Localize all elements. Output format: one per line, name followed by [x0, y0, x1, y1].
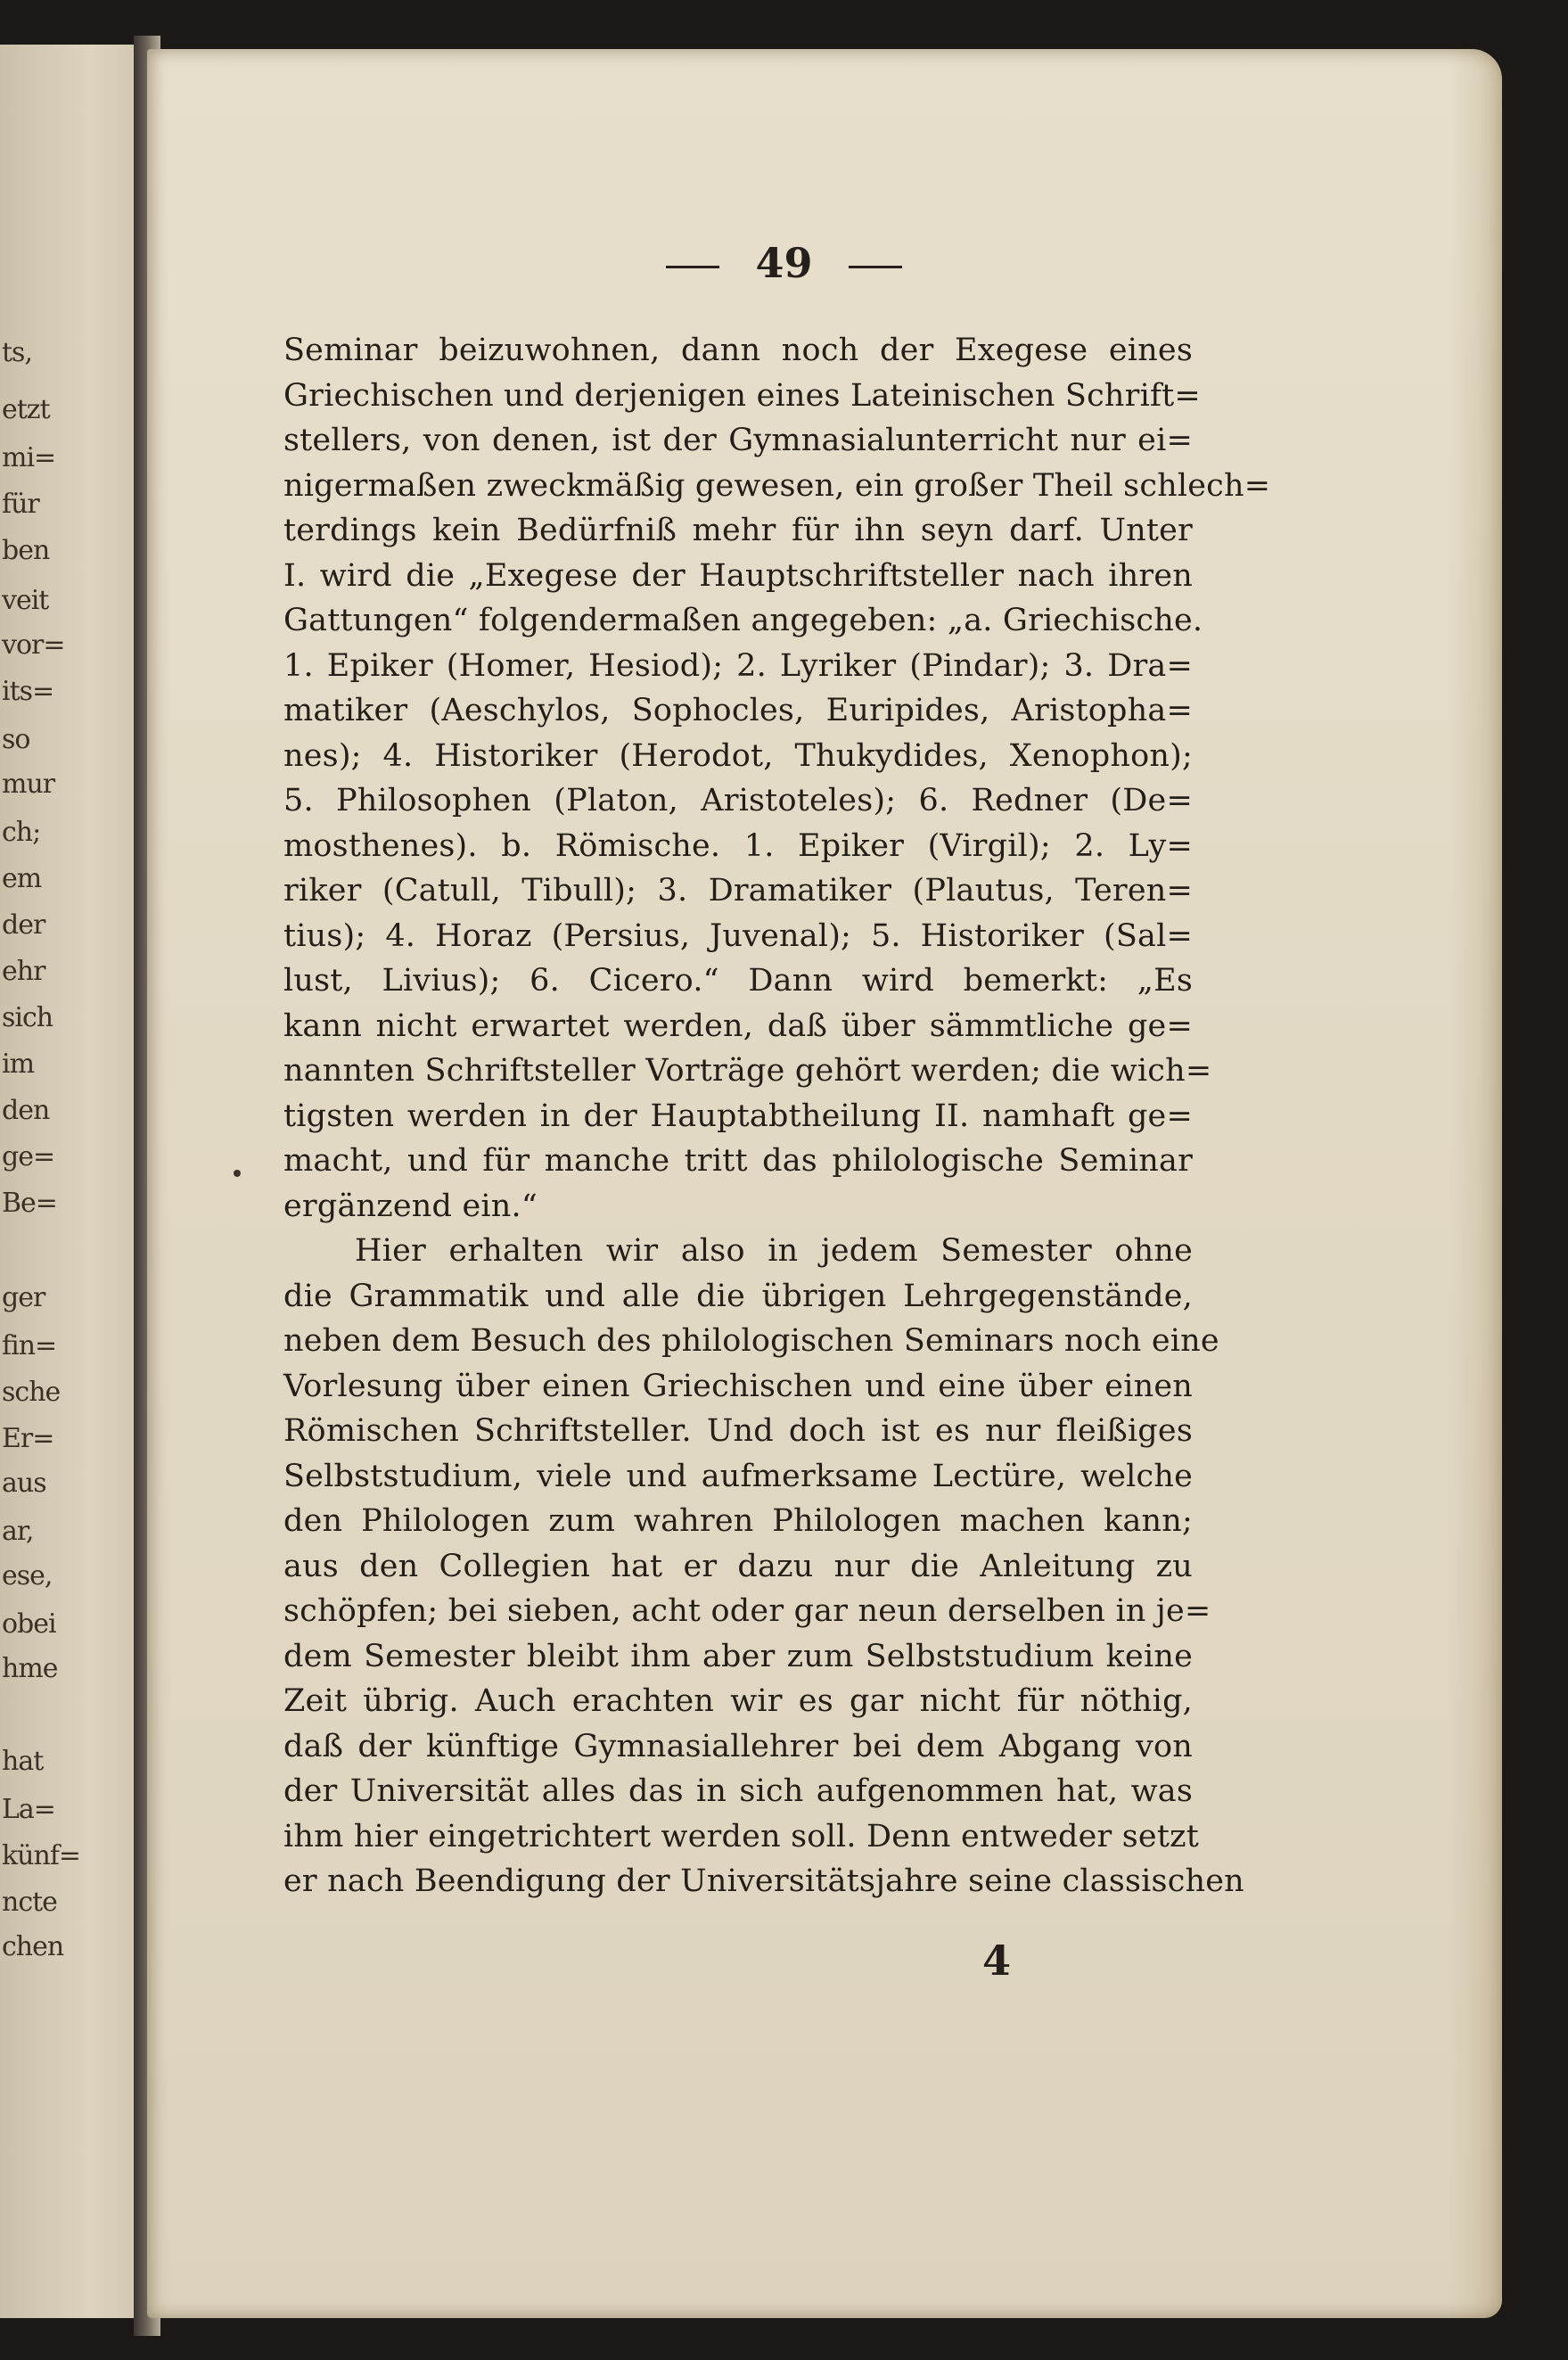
margin-fragment: den	[2, 1095, 50, 1126]
margin-fragment: ger	[2, 1282, 45, 1313]
margin-fragment: La=	[2, 1794, 55, 1825]
text-line: nes); 4. Historiker (Herodot, Thukydides, Xenophon);	[283, 737, 1193, 774]
margin-fragment: künf=	[2, 1840, 81, 1871]
margin-fragment: aus	[2, 1468, 46, 1499]
margin-fragment: ben	[2, 535, 50, 566]
margin-fragment: mur	[2, 769, 55, 800]
margin-fragment: fin=	[2, 1330, 57, 1361]
margin-fragment: im	[2, 1048, 35, 1080]
margin-fragment: ar,	[2, 1516, 34, 1547]
text-line: ihm hier eingetrichtert werden soll. Denn entweder setzt	[283, 1818, 1200, 1854]
text-line: matiker (Aeschylos, Sophocles, Euripides, Aristopha=	[283, 693, 1193, 728]
text-line: macht, und für manche tritt das philologische Seminar	[283, 1143, 1193, 1179]
text-line: kann nicht erwartet werden, daß über sämmtliche ge=	[283, 1007, 1193, 1044]
header-dash-left	[666, 266, 719, 268]
text-line: 1. Epiker (Homer, Hesiod); 2. Lyriker (Pindar); 3. Dra=	[283, 647, 1193, 684]
text-line: schöpfen; bei sieben, acht oder gar neun derselben in je=	[283, 1593, 1211, 1629]
text-line: Römischen Schriftsteller. Und doch ist es nur fleißiges	[283, 1413, 1193, 1449]
text-line: daß der künftige Gymnasiallehrer bei dem Abgang von	[283, 1728, 1193, 1764]
page-header	[0, 239, 1568, 287]
margin-fragment: sich	[2, 1002, 53, 1033]
margin-fragment: Er=	[2, 1423, 54, 1454]
margin-fragment: its=	[2, 676, 54, 707]
header-dash-right	[849, 266, 902, 268]
text-line: Vorlesung über einen Griechischen und eine über einen	[283, 1368, 1193, 1404]
text-line: tius); 4. Horaz (Persius, Juvenal); 5. Historiker (Sal=	[283, 917, 1193, 954]
text-line: Griechischen und derjenigen eines Lateinischen Schrift=	[283, 377, 1201, 414]
text-line: Gattungen“ folgendermaßen angegeben: „a. Griechische.	[283, 603, 1203, 638]
margin-fragment: ehr	[2, 956, 45, 987]
text-line: Selbststudium, viele und aufmerksame Lectüre, welche	[283, 1458, 1193, 1494]
margin-fragment: ese,	[2, 1560, 53, 1591]
margin-fragment: hme	[2, 1653, 58, 1684]
text-line: er nach Beendigung der Universitätsjahre seine classischen	[283, 1863, 1244, 1899]
text-line: Hier erhalten wir also in jedem Semester ohne	[355, 1233, 1193, 1269]
page-number: 49	[755, 239, 813, 287]
text-line: Zeit übrig. Auch erachten wir es gar nicht für nöthig,	[283, 1683, 1193, 1719]
text-line: nigermaßen zweckmäßig gewesen, ein großer Theil schlech=	[283, 467, 1271, 504]
text-line: tigsten werden in der Hauptabtheilung II. namhaft ge=	[283, 1098, 1193, 1134]
text-line: mosthenes). b. Römische. 1. Epiker (Virgil); 2. Ly=	[283, 827, 1193, 864]
margin-fragment: ge=	[2, 1141, 55, 1172]
margin-fragment: em	[2, 863, 42, 894]
text-line: terdings kein Bedürfniß mehr für ihn seyn darf. Unter	[283, 513, 1193, 548]
margin-fragment: chen	[2, 1931, 64, 1962]
margin-fragment: für	[2, 489, 39, 520]
margin-fragment: Be=	[2, 1188, 57, 1219]
margin-fragment: hat	[2, 1746, 44, 1777]
page-edge-stain	[1449, 49, 1502, 2318]
text-line: die Grammatik und alle die übrigen Lehrgegenstände,	[283, 1278, 1193, 1314]
margin-fragment: obei	[2, 1608, 56, 1640]
text-line: I. wird die „Exegese der Hauptschriftsteller nach ihren	[283, 557, 1193, 594]
text-line: den Philologen zum wahren Philologen machen kann;	[283, 1503, 1193, 1539]
margin-fragment: vor=	[2, 629, 65, 661]
text-line: 5. Philosophen (Platon, Aristoteles); 6. Redner (De=	[283, 783, 1193, 818]
margin-fragment: ch;	[2, 817, 41, 848]
margin-fragment: sche	[2, 1377, 61, 1408]
text-line: Seminar beizuwohnen, dann noch der Exegese eines	[283, 333, 1193, 368]
margin-dot	[234, 1170, 241, 1177]
left-page-edge	[0, 45, 152, 2318]
margin-fragment: etzt	[2, 394, 50, 425]
text-line: neben dem Besuch des philologischen Seminars noch eine	[283, 1323, 1219, 1359]
margin-fragment: der	[2, 909, 45, 941]
margin-fragment: ncte	[2, 1887, 57, 1918]
margin-fragment: veit	[2, 585, 49, 616]
text-line: der Universität alles das in sich aufgenommen hat, was	[283, 1773, 1193, 1809]
text-line: lust, Livius); 6. Cicero.“ Dann wird bemerkt: „Es	[283, 963, 1193, 999]
text-line: dem Semester bleibt ihm aber zum Selbststudium keine	[283, 1638, 1193, 1674]
margin-fragment: ts,	[2, 337, 32, 368]
margin-fragment: so	[2, 724, 30, 755]
text-line: aus den Collegien hat er dazu nur die Anleitung zu	[283, 1548, 1193, 1584]
printer-signature: 4	[981, 1937, 1011, 1985]
text-line: ergänzend ein.“	[283, 1188, 538, 1224]
text-line: riker (Catull, Tibull); 3. Dramatiker (Plautus, Teren=	[283, 873, 1193, 909]
margin-fragment: mi=	[2, 442, 56, 473]
page-body-text	[283, 328, 1271, 1904]
text-line: nannten Schriftsteller Vorträge gehört werden; die wich=	[283, 1053, 1212, 1089]
text-line: stellers, von denen, ist der Gymnasialunterricht nur ei=	[283, 423, 1193, 458]
